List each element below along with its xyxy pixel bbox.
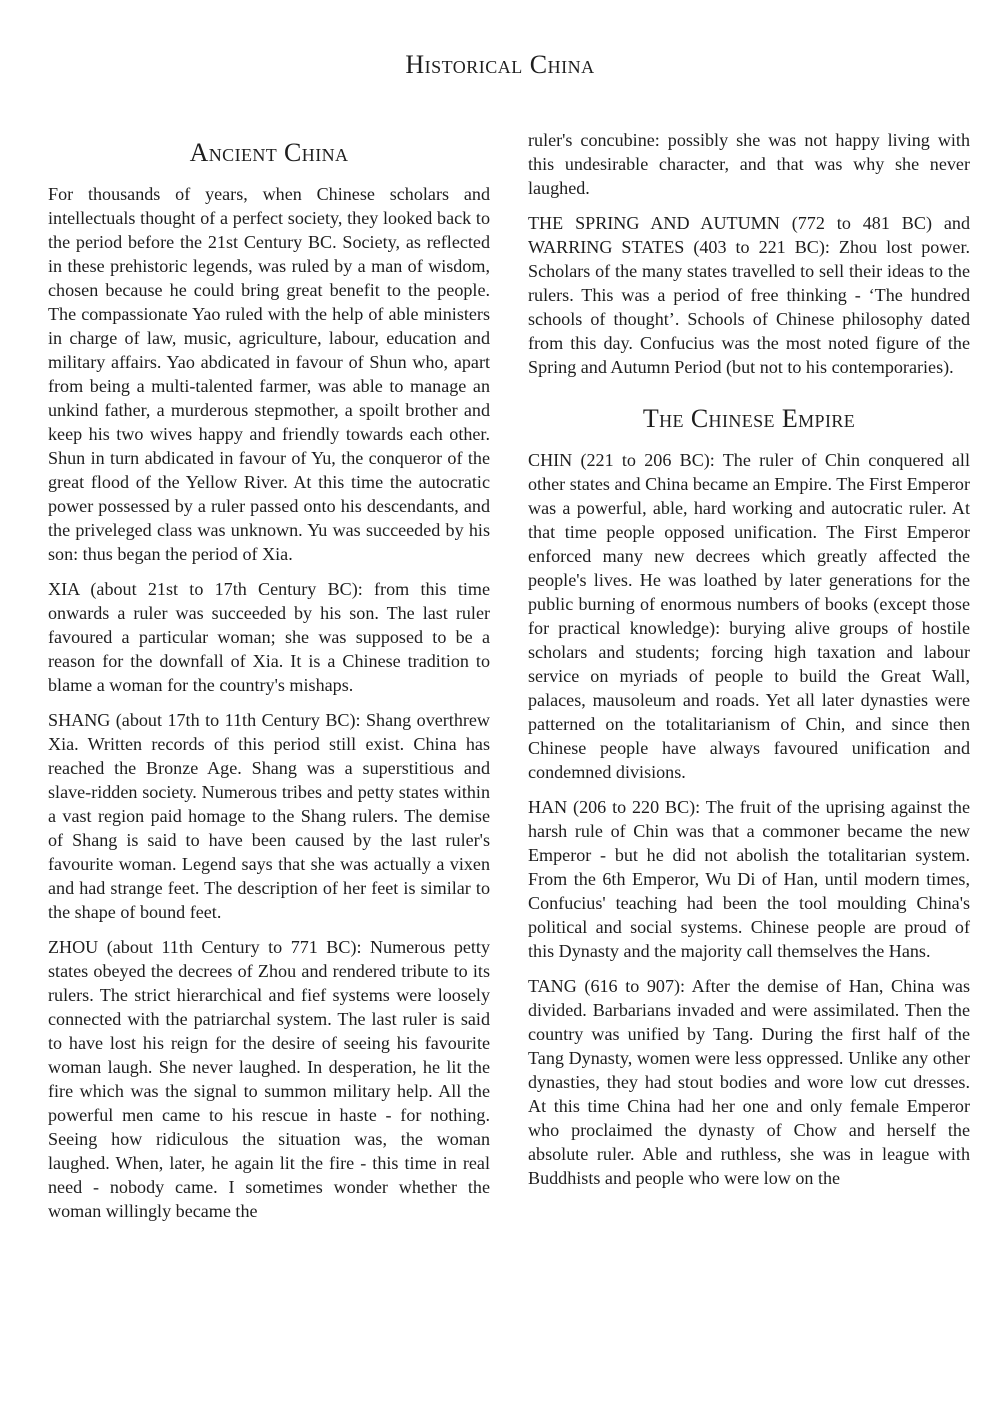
paragraph-chin: CHIN (221 to 206 BC): The ruler of Chin conquered all other states and China became an Empire. The First Emperor was a powerful, able, hard working and autocratic ruler. At that time people opposed unification. The First Emperor enforced many new decrees which greatly affected the people's lives. He was loathed by later generations for the public burning of enormous numbers of books (except those for practical knowledge): burying alive groups of hostile scholars and students; forcing high taxation and labour service on myriads of people to build the Great Wall, palaces, mausoleum and roads. Yet all later dynasties were patterned on the totalitarianism of Chin, and since then Chinese people have always favoured unification and condemned divisions. — [528, 450, 970, 782]
right-column — [528, 128, 970, 1201]
left-column — [48, 128, 490, 1234]
paragraph-prehistory: For thousands of years, when Chinese scholars and intellectuals thought of a perfect society, they looked back to the period before the 21st Century BC. Society, as reflected in these prehistoric legends, was ruled by a man of wisdom, chosen because he could bring great benefit to the people. The compassionate Yao ruled with the help of able ministers in charge of law, music, agriculture, labour, education and military affairs. Yao abdicated in favour of Shun who, apart from being a multi-talented farmer, was able to manage an unkind father, a murderous stepmother, a spoilt brother and keep his two wives happy and friendly towards each other. Shun in turn abdicated in favour of Yu, the conqueror of the great flood of the Yellow River. At this time the autocratic power possessed by a ruler passed onto his descendants, and the priveleged class was unknown. Yu was succeeded by his son: thus began the period of Xia. — [48, 184, 490, 564]
paragraph-shang: SHANG (about 17th to 11th Century BC): Shang overthrew Xia. Written records of this period still exist. China has reached the Bronze Age. Shang was a superstitious and slave-ridden society. Numerous tribes and petty states within a vast region paid homage to the Shang rulers. The demise of Shang is said to have been caused by the last ruler's favourite woman. Legend says that she was actually a vixen and had strange feet. The description of her feet is similar to the shape of bound feet. — [48, 710, 490, 922]
section-heading-ancient-china: Ancient China — [189, 138, 349, 167]
page-title: Historical China — [405, 50, 595, 79]
paragraph-han: HAN (206 to 220 BC): The fruit of the uprising against the harsh rule of Chin was that a commoner became the new Emperor - but he did not abolish the totalitarian system. From the 6th Emperor, Wu Di of Han, until modern times, Confucius' teaching had been the tool moulding China's political and social systems. Chinese people are proud of this Dynasty and the majority call themselves the Hans. — [528, 797, 970, 961]
paragraph-spring-autumn: THE SPRING AND AUTUMN (772 to 481 BC) and WARRING STATES (403 to 221 BC): Zhou lost power. Scholars of the many states travelled to sell their ideas to the rulers. This was a period of free thinking - ‘The hundred schools of thought’. Schools of Chinese philosophy dated from this day. Confucius was the most noted figure of the Spring and Autumn Period (but not to his contemporaries). — [528, 213, 970, 377]
paragraph-xia: XIA (about 21st to 17th Century BC): from this time onwards a ruler was succeeded by his son. The last ruler favoured a particular woman; she was supposed to be a reason for the downfall of Xia. It is a Chinese tradition to blame a woman for the country's mishaps. — [48, 579, 490, 695]
paragraph-zhou: ZHOU (about 11th Century to 771 BC): Numerous petty states obeyed the decrees of Zhou and rendered tribute to its rulers. The strict hierarchical and fief systems were loosely connected with the patriarchal system. The last ruler is said to have lost his reign for the desire of seeing his favourite woman laugh. She never laughed. In desperation, he lit the fire which was the signal to summon military help. All the powerful men came to his rescue in haste - for nothing. Seeing how ridiculous the situation was, the woman laughed. When, later, he again lit the fire - this time in real need - nobody came. I sometimes wonder whether the woman willingly became the — [48, 937, 490, 1221]
paragraph-tang: TANG (616 to 907): After the demise of Han, China was divided. Barbarians invaded and were assimilated. Then the country was unified by Tang. During the first half of the Tang Dynasty, women were less oppressed. Unlike any other dynasties, they had stout bodies and wore low cut dresses. At this time China had her one and only female Emperor who proclaimed the dynasty of Chow and herself the absolute ruler. Able and ruthless, she was in league with Buddhists and people who were low on the — [528, 976, 970, 1188]
paragraph-zhou-continuation: ruler's concubine: possibly she was not happy living with this undesirable character, and that was why she never laughed. — [528, 130, 970, 198]
section-heading-chinese-empire: The Chinese Empire — [642, 404, 856, 433]
